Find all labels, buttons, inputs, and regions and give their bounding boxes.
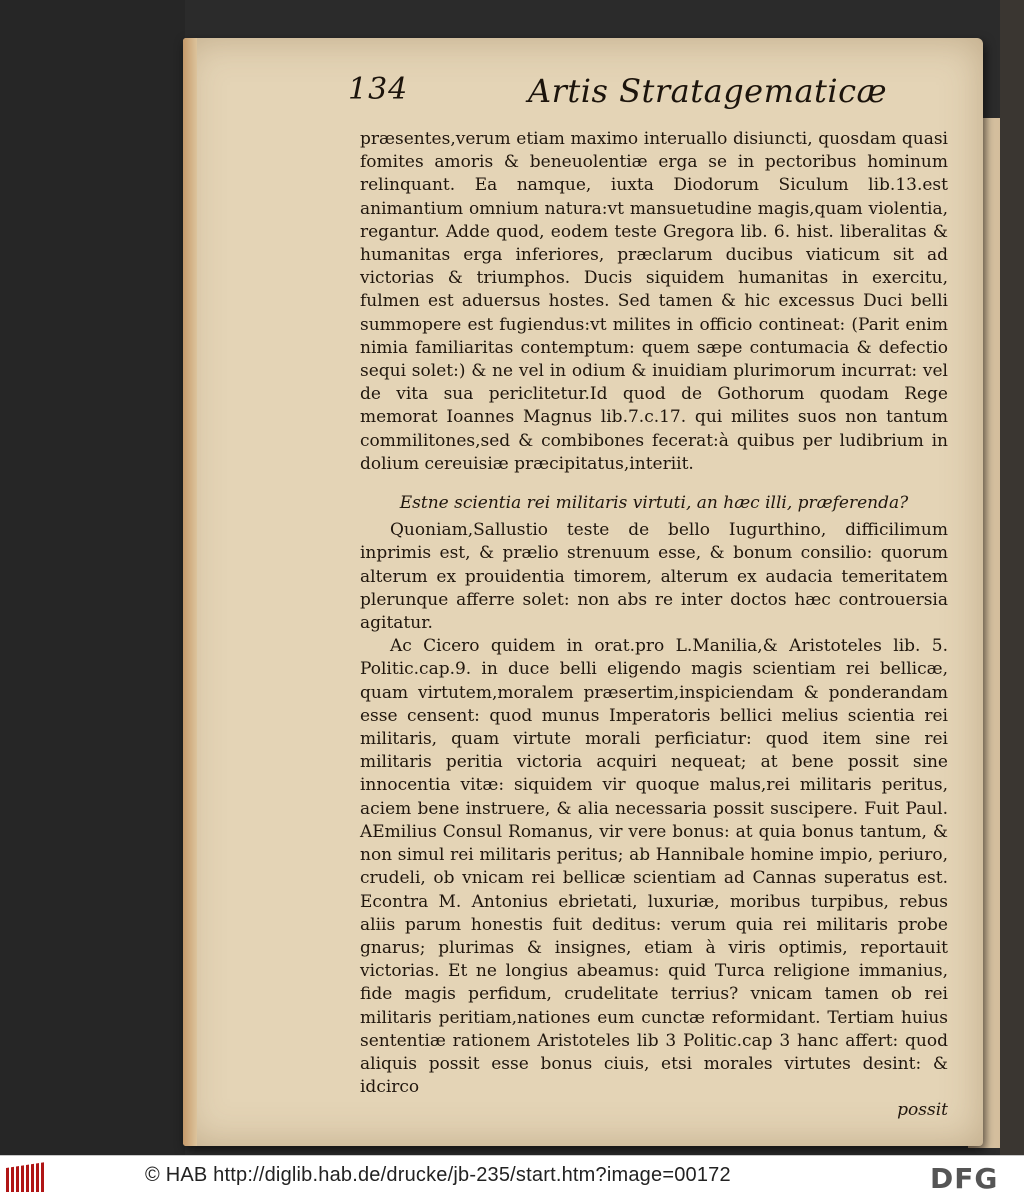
- page-number: 134: [348, 72, 409, 107]
- catchword: possit: [897, 1100, 948, 1121]
- page-text: [360, 128, 948, 1123]
- page-edge: [183, 38, 197, 1146]
- paragraph-3: Ac Cicero quidem in orat.pro L.Manilia,& Aristoteles lib. 5. Politic.cap.9. in duce belli eligendo magis scientiam rei bellicæ, quam virtutem,moralem præsertim,inspiciendam & ponderandam esse censent: quod munus Imperatoris bellici melius scientia rei militaris, quam virtute morali perficiatur: quod item sine rei militaris peritia victoria acquiri nequeat; at bene possit sine innocentia vitæ: siquidem vir quoque malus,rei militaris peritus, aciem bene instruere, & alia necessaria possit suscipere. Fuit Paul. AEmilius Consul Romanus, vir vere bonus: at quia bonus tantum, & non simul rei militaris peritus; ab Hannibale homine impio, periuro, crudeli, ob vnicam rei bellicæ scientiam ad Cannas superatus est. Econtra M. Antonius ebrietati, luxuriæ, moribus turpibus, rebus aliis parum honestis fuit deditus: verum quia rei militaris probe gnarus; plurimas & insignes, etiam à viris optimis, reportauit victorias. Et ne longius abeamus: quid Turca religione immanius, fide magis perfidum, crudelitate terrius? vnicam tamen ob rei militaris peritiam,nationes eum cunctæ reformidant. Tertiam huius sententiæ rationem Aristoteles lib 3 Politic.cap 3 hanc affert: quod aliquis possit esse bonus ciuis, etsi morales virtutes desint: & idcirco: [360, 636, 948, 1098]
- question-heading: Estne scientia rei militaris virtuti, an hæc illi, præferenda?: [399, 493, 909, 514]
- page-header: [348, 72, 948, 112]
- footer-url[interactable]: © HAB http://diglib.hab.de/drucke/jb-235/start.htm?image=00172: [145, 1164, 731, 1186]
- running-title: Artis Stratagematicæ: [528, 72, 888, 110]
- library-logo-icon: [6, 1162, 46, 1192]
- background-right: [1000, 0, 1024, 1155]
- footer-bar: [0, 1155, 1024, 1197]
- paragraph-2: Quoniam,Sallustio teste de bello Iugurthino, difficilimum inprimis est, & prælio strenuum esse, & bonum consilio: quorum alterum ex prouidentia timorem, alterum ex audacia temeritatem plerunque afferre solet: non abs re inter doctos hæc controuersia agitatur.: [360, 520, 948, 634]
- dfg-logo: DFG: [930, 1162, 999, 1195]
- paragraph-1: præsentes,verum etiam maximo interuallo disiuncti, quosdam quasi fomites amoris & beneuolentiæ erga se in pectoribus hominum relinquant. Ea namque, iuxta Diodorum Siculum lib.13.est animantium omnium natura:vt mansuetudine magis,quam violentia, regantur. Adde quod, eodem teste Gregora lib. 6. hist. liberalitas & humanitas erga inferiores, præclarum ducibus viaticum sit ad victorias & triumphos. Ducis siquidem humanitas in exercitu, fulmen est aduersus hostes. Sed tamen & hic excessus Duci belli summopere est fugiendus:vt milites in officio contineat: (Parit enim nimia familiaritas contemptum: quem sæpe contumacia & defectio sequi solet:) & ne vel in odium & inuidiam plurimorum incurrat: vel de vita sua periclitetur.Id quod de Gothorum quodam Rege memorat Ioannes Magnus lib.7.c.17. qui milites suos non tantum commilitones,sed & combibones fecerat:à quibus per ludibrium in dolium cereuisiæ præcipitatus,interiit.: [360, 129, 948, 474]
- background-left: [0, 0, 185, 1155]
